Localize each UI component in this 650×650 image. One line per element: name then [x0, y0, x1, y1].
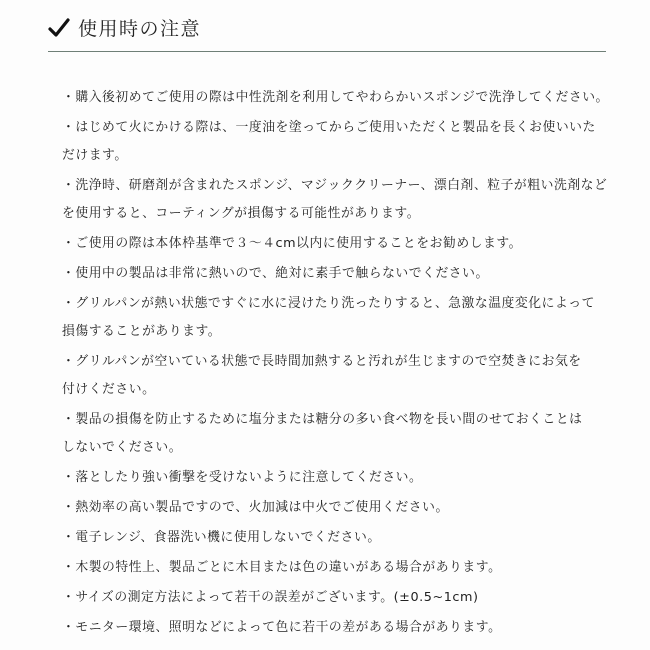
caution-item: ・ご使用の際は本体枠基準で３～４cm以内に使用することをお勧めします。	[62, 236, 523, 251]
caution-item: ・グリルパンが空いている状態で長時間加熱すると汚れが生じますので空焚きにお気を 付けください。	[62, 354, 582, 397]
caution-item: ・サイズの測定方法によって若干の誤差がございます。(±0.5~1cm)	[62, 590, 479, 605]
page-title: 使用時の注意	[78, 18, 202, 40]
caution-item: ・購入後初めてご使用の際は中性洗剤を利用してやわらかいスポンジで洗浄してください。	[62, 90, 609, 105]
caution-item: ・木製の特性上、製品ごとに木目または色の違いがある場合があります。	[62, 560, 502, 575]
checkmark-icon	[48, 17, 70, 39]
section-header	[48, 14, 201, 41]
caution-item: ・熱効率の高い製品ですので、火加減は中火でご使用ください。	[62, 500, 449, 515]
caution-item: ・モニター環境、照明などによって色に若干の差がある場合があります。	[62, 620, 502, 635]
caution-item: ・洗浄時、研磨剤が含まれたスポンジ、マジッククリーナー、漂白剤、粒子が粗い洗剤など を使用すると、コーティングが損傷する可能性があります。	[62, 178, 608, 221]
caution-item: ・電子レンジ、食器洗い機に使用しないでください。	[62, 530, 381, 545]
caution-item: ・グリルパンが熱い状態ですぐに水に浸けたり洗ったりすると、急激な温度変化によって 損傷することがあります。	[62, 296, 595, 339]
header-divider	[48, 51, 606, 52]
caution-item: ・落としたり強い衝撃を受けないように注意してください。	[62, 470, 423, 485]
caution-list	[62, 84, 622, 644]
caution-item: ・製品の損傷を防止するために塩分または糖分の多い食べ物を長い間のせておくことは しないでください。	[62, 412, 583, 455]
caution-item: ・使用中の製品は非常に熱いので、絶対に素手で触らないでください。	[62, 266, 489, 281]
caution-item: ・はじめて火にかける際は、一度油を塗ってからご使用いただくと製品を長くお使いいた だけます。	[62, 120, 596, 163]
